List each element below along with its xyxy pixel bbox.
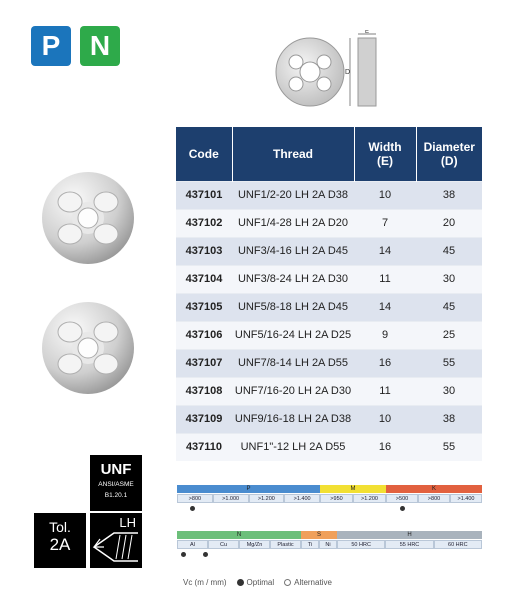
cell-diameter: 45 (416, 293, 482, 321)
cell-width: 10 (354, 181, 416, 209)
unf-label: UNF (100, 461, 132, 478)
table-row (176, 349, 482, 377)
material-n-badge: N (80, 26, 120, 66)
b-standard-label: B1.20.1 (104, 492, 128, 499)
cell-width: 14 (354, 237, 416, 265)
cell-diameter: 30 (416, 377, 482, 405)
legend-optimal: Optimal (237, 578, 275, 587)
cell-code: 437104 (176, 265, 232, 293)
material-segment: >950 (320, 494, 353, 503)
material-segment: 60 HRC (434, 540, 482, 549)
header-diameter: Diameter (D) (416, 127, 482, 181)
material-segment: >800 (177, 494, 213, 503)
cell-diameter: 38 (416, 181, 482, 209)
cell-code: 437102 (176, 209, 232, 237)
material-group-label: K (431, 486, 436, 492)
material-segment: 50 HRC (337, 540, 385, 549)
material-segment: >800 (418, 494, 450, 503)
material-segment: Cu (208, 540, 239, 549)
cell-code: 437108 (176, 377, 232, 405)
cell-code: 437105 (176, 293, 232, 321)
table-row (176, 321, 482, 349)
alternative-circle-icon (284, 579, 291, 586)
unf-standard-box (90, 455, 142, 511)
optimal-dot-icon (203, 552, 208, 557)
cell-width: 11 (354, 265, 416, 293)
table-row (176, 377, 482, 405)
cell-width: 10 (354, 405, 416, 433)
tol-label: Tol. (49, 519, 71, 535)
cell-thread: UNF3/8-24 LH 2A D30 (232, 265, 354, 293)
header-thread: Thread (232, 127, 354, 181)
material-group-m (320, 485, 386, 493)
cell-thread: UNF7/8-14 LH 2A D55 (232, 349, 354, 377)
cell-thread: UNF5/16-24 LH 2A D25 (232, 321, 354, 349)
header-width: Width (E) (354, 127, 416, 181)
cell-code: 437109 (176, 405, 232, 433)
optimal-dot-icon (190, 506, 195, 511)
left-hand-box (90, 513, 142, 568)
material-segment: Plastic (270, 540, 301, 549)
cell-code: 437103 (176, 237, 232, 265)
die-photo-2 (40, 300, 136, 396)
material-group-n (177, 531, 301, 539)
cell-code: 437101 (176, 181, 232, 209)
material-segment: >1.000 (213, 494, 249, 503)
cell-diameter: 25 (416, 321, 482, 349)
table-row (176, 181, 482, 209)
ansi-label: ANSI/ASME (98, 481, 134, 488)
cell-code: 437110 (176, 433, 232, 461)
table-row (176, 209, 482, 237)
material-group-s (301, 531, 337, 539)
table-row (176, 265, 482, 293)
material-segment: Al (177, 540, 208, 549)
table-header-row (176, 127, 482, 181)
material-group-label: H (407, 532, 412, 538)
cell-width: 14 (354, 293, 416, 321)
table-row (176, 237, 482, 265)
material-group-p (177, 485, 320, 493)
header-code: Code (176, 127, 232, 181)
material-segment: Ni (319, 540, 337, 549)
cell-thread: UNF5/8-18 LH 2A D45 (232, 293, 354, 321)
cell-width: 16 (354, 433, 416, 461)
cell-width: 9 (354, 321, 416, 349)
vc-label: Vc (m / mm) (183, 578, 227, 587)
die-photo-1 (40, 170, 136, 266)
cell-code: 437107 (176, 349, 232, 377)
cell-thread: UNF1"-12 LH 2A D55 (232, 433, 354, 461)
legend-alternative: Alternative (284, 578, 332, 587)
cell-thread: UNF3/4-16 LH 2A D45 (232, 237, 354, 265)
table-row (176, 433, 482, 461)
cell-thread: UNF1/2-20 LH 2A D38 (232, 181, 354, 209)
material-segment: 55 HRC (385, 540, 433, 549)
material-group-label: M (350, 486, 356, 492)
cell-width: 11 (354, 377, 416, 405)
cell-thread: UNF1/4-28 LH 2A D20 (232, 209, 354, 237)
tolerance-box (34, 513, 86, 568)
cell-diameter: 30 (416, 265, 482, 293)
material-segment: >1.200 (249, 494, 285, 503)
lh-label: LH (119, 515, 136, 530)
material-group-label: S (316, 532, 321, 538)
cell-diameter: 55 (416, 349, 482, 377)
optimal-dot-icon (400, 506, 405, 511)
material-segment: >1.400 (284, 494, 320, 503)
product-table (176, 127, 482, 461)
table-row (176, 405, 482, 433)
material-segment: >1.400 (450, 494, 482, 503)
cell-diameter: 38 (416, 405, 482, 433)
tol-value: 2A (49, 535, 71, 554)
legend (183, 578, 332, 587)
cell-diameter: 55 (416, 433, 482, 461)
cell-width: 7 (354, 209, 416, 237)
optimal-dot-icon (237, 579, 244, 586)
material-group-h (337, 531, 482, 539)
material-p-badge: P (31, 26, 71, 66)
material-segment: Ti (301, 540, 319, 549)
cell-thread: UNF9/16-18 LH 2A D38 (232, 405, 354, 433)
material-group-k (386, 485, 482, 493)
material-group-label: P (246, 486, 251, 492)
d-dimension-label: D (345, 69, 351, 76)
material-group-label: N (236, 532, 242, 538)
e-dimension-label: E (364, 30, 370, 35)
cell-diameter: 45 (416, 237, 482, 265)
material-segment: >1.200 (353, 494, 386, 503)
cell-code: 437106 (176, 321, 232, 349)
cell-width: 16 (354, 349, 416, 377)
optimal-dot-icon (181, 552, 186, 557)
cell-diameter: 20 (416, 209, 482, 237)
material-segment: Mg/Zn (239, 540, 270, 549)
material-segment: >500 (386, 494, 418, 503)
die-technical-drawing (270, 30, 390, 110)
table-row (176, 293, 482, 321)
cell-thread: UNF7/16-20 LH 2A D30 (232, 377, 354, 405)
